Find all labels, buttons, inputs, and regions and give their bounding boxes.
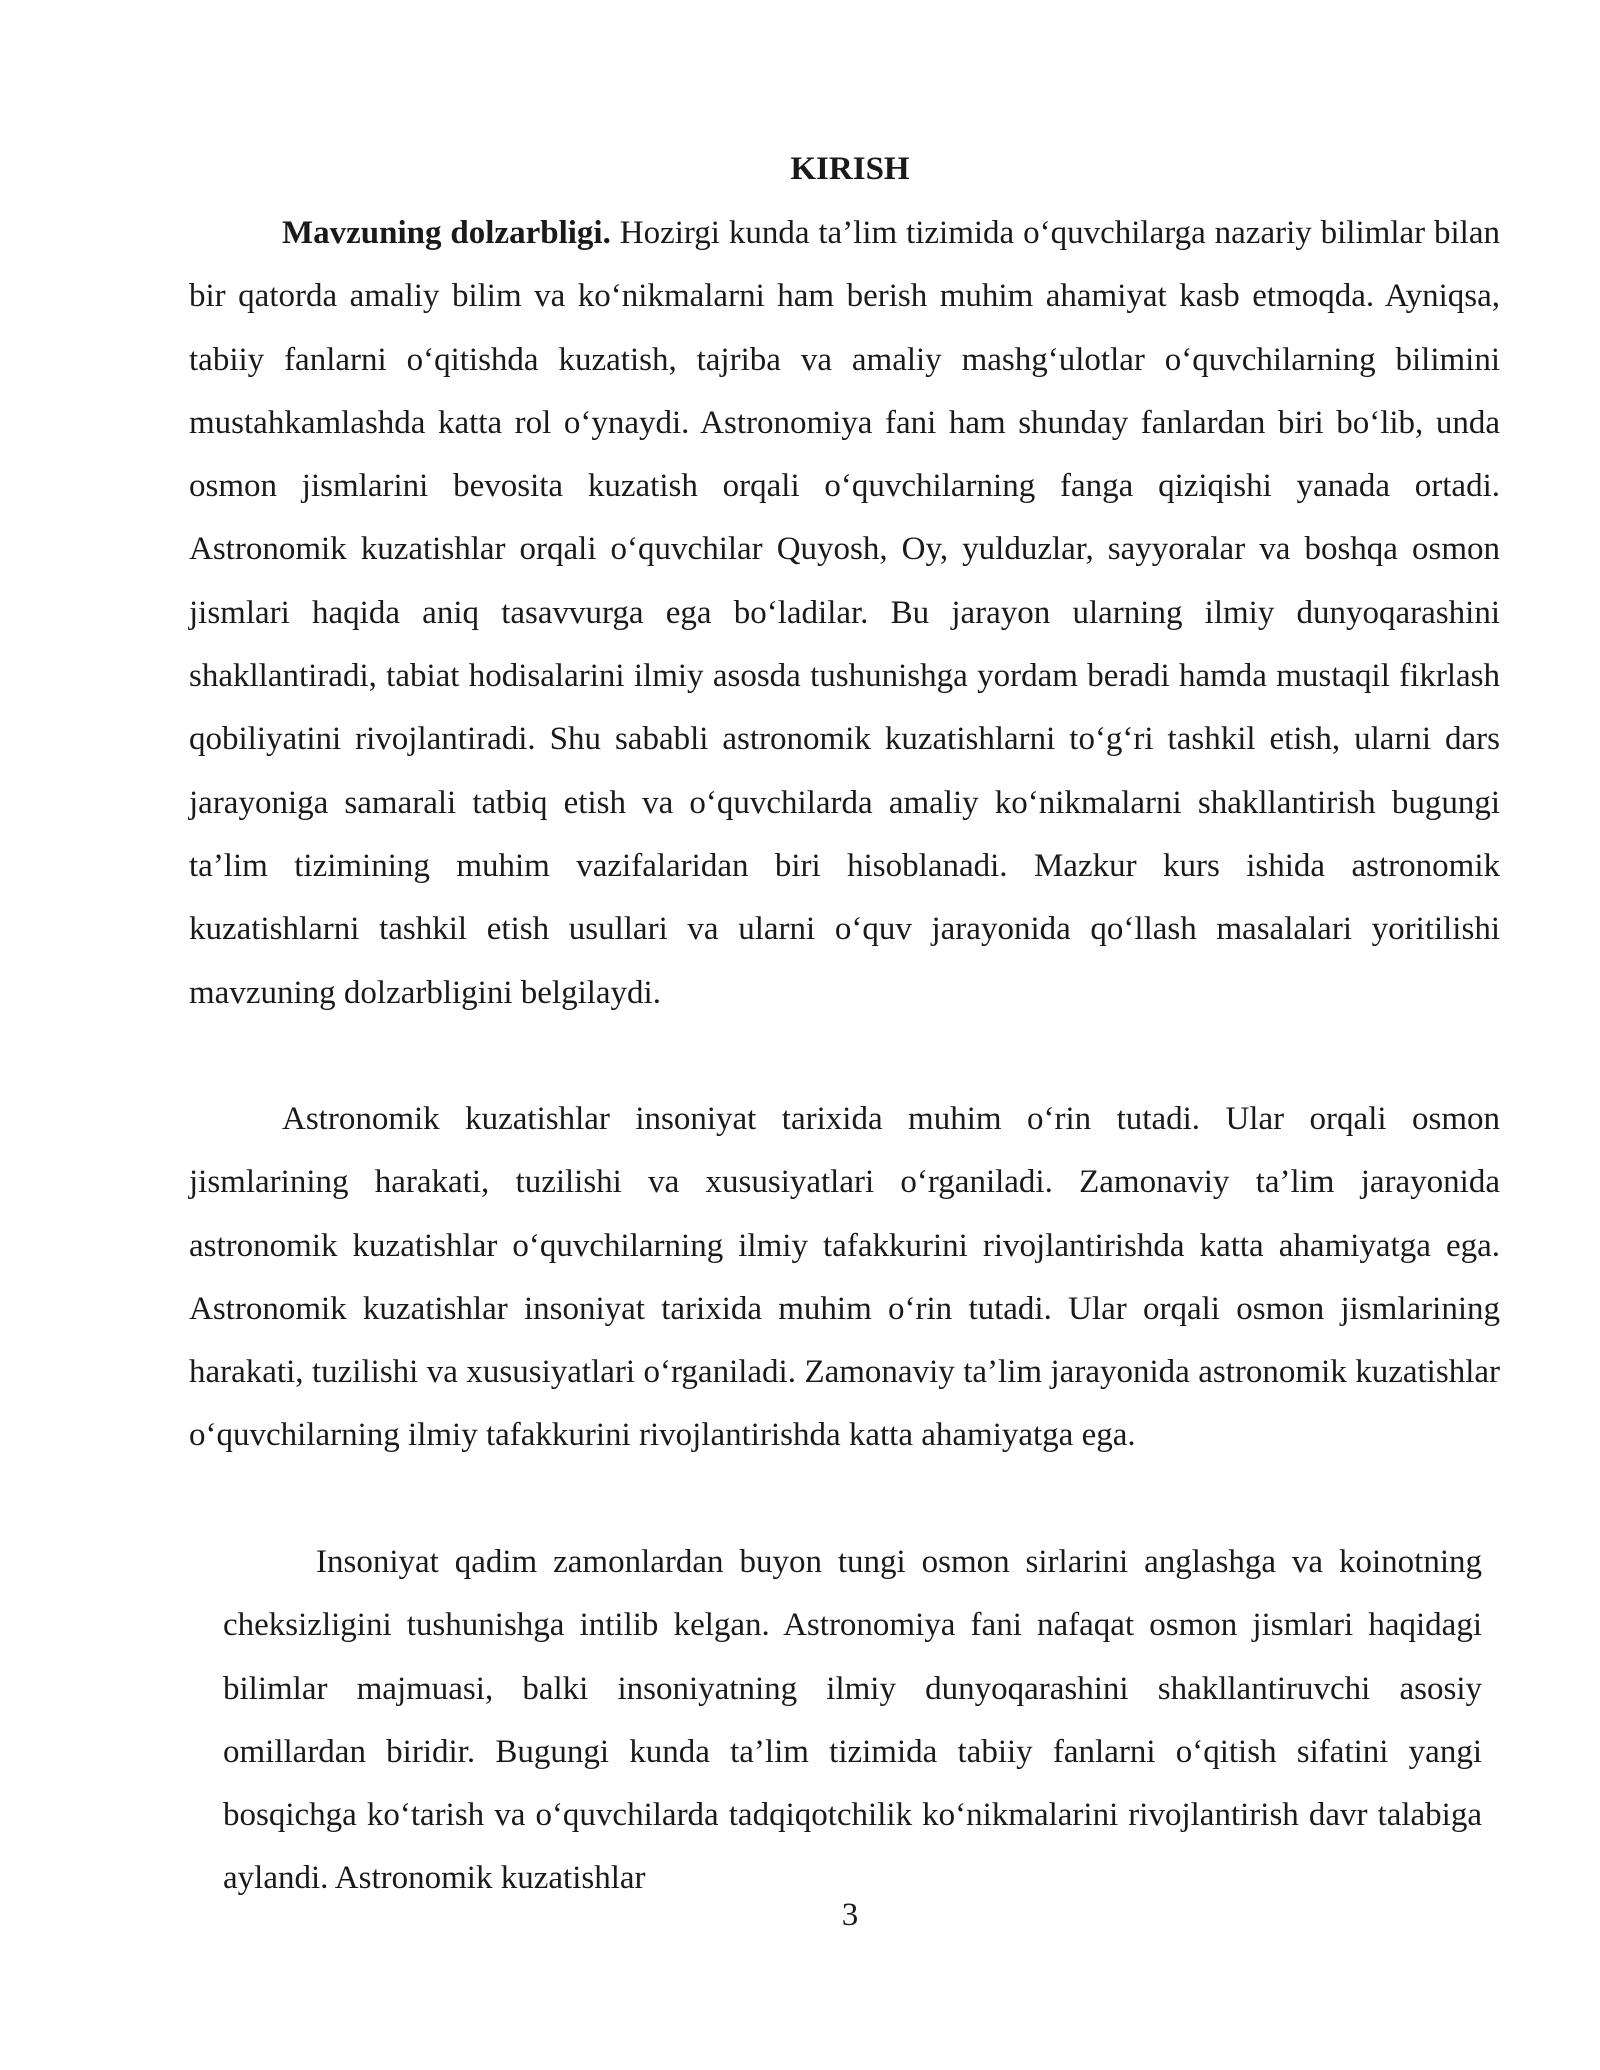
paragraph-observations: Astronomik kuzatishlar insoniyat tarixida muhim o‘rin tutadi. Ular orqali osmon jismlarining harakati, tuzilishi va xususiyatlari o‘rganiladi. Zamonaviy ta’lim jarayonida astronomik kuzatishlar o‘quvchilarning ilmiy tafakkurini rivojlantirishda katta ahamiyatga ega. Astronomik kuzatishlar insoniyat tarixida muhim o‘rin tutadi. Ular orqali osmon jismlarining harakati, tuzilishi va xususiyatlari o‘rganiladi. Zamonaviy ta’lim jarayonida astronomik kuzatishlar o‘quvchilarning ilmiy tafakkurini rivojlantirishda katta ahamiyatga ega. [189,1101,1500,1454]
paragraph-history: Insoniyat qadim zamonlardan buyon tungi osmon sirlarini anglashga va koinotning cheksizligini tushunishga intilib kelgan. Astronomiya fani nafaqat osmon jismlari haqidagi bilimlar majmuasi, balki insoniyatning ilmiy dunyoqarashini shakllantiruvchi asosiy omillardan biridir. Bugungi kunda ta’lim tizimida tabiiy fanlarni o‘qitish sifatini yangi bosqichga ko‘tarish va o‘quvchilarda tadqiqotchilik ko‘nikmalarini rivojlantirish davr talabiga aylandi. Astronomik kuzatishlar [223,1544,1482,1897]
page-title: KIRISH [790,151,910,187]
paragraph-lead: Mavzuning dolzarbligi. [282,215,611,251]
paragraph-relevance [189,202,1500,1025]
page-number: 3 [841,1897,859,1933]
paragraph-body: Hozirgi kunda ta’lim tizimida o‘quvchilarga nazariy bilimlar bilan bir qatorda amaliy bilim va ko‘nikmalarni ham berish muhim ahamiyat kasb etmoqda. Ayniqsa, tabiiy fanlarni o‘qitishda kuzatish, tajriba va amaliy mashg‘ulotlar o‘quvchilarning bilimini mustahkamlashda katta rol o‘ynaydi. Astronomiya fani ham shunday fanlardan biri bo‘lib, unda osmon jismlarini bevosita kuzatish orqali o‘quvchilarning fanga qiziqishi yanada ortadi. Astronomik kuzatishlar orqali o‘quvchilar Quyosh, Oy, yulduzlar, sayyoralar va boshqa osmon jismlari haqida aniq tasavvurga ega bo‘ladilar. Bu jarayon ularning ilmiy dunyoqarashini shakllantiradi, tabiat hodisalarini ilmiy asosda tushunishga yordam beradi hamda mustaqil fikrlash qobiliyatini rivojlantiradi. Shu sababli astronomik kuzatishlarni to‘g‘ri tashkil etish, ularni dars jarayoniga samarali tatbiq etish va o‘quvchilarda amaliy ko‘nikmalarni shakllantirish bugungi ta’lim tizimining muhim vazifalaridan biri hisoblanadi. Mazkur kurs ishida astronomik kuzatishlarni tashkil etish usullari va ularni o‘quv jarayonida qo‘llash masalalari yoritilishi mavzuning dolzarbligini belgilaydi. [189,215,1500,1011]
